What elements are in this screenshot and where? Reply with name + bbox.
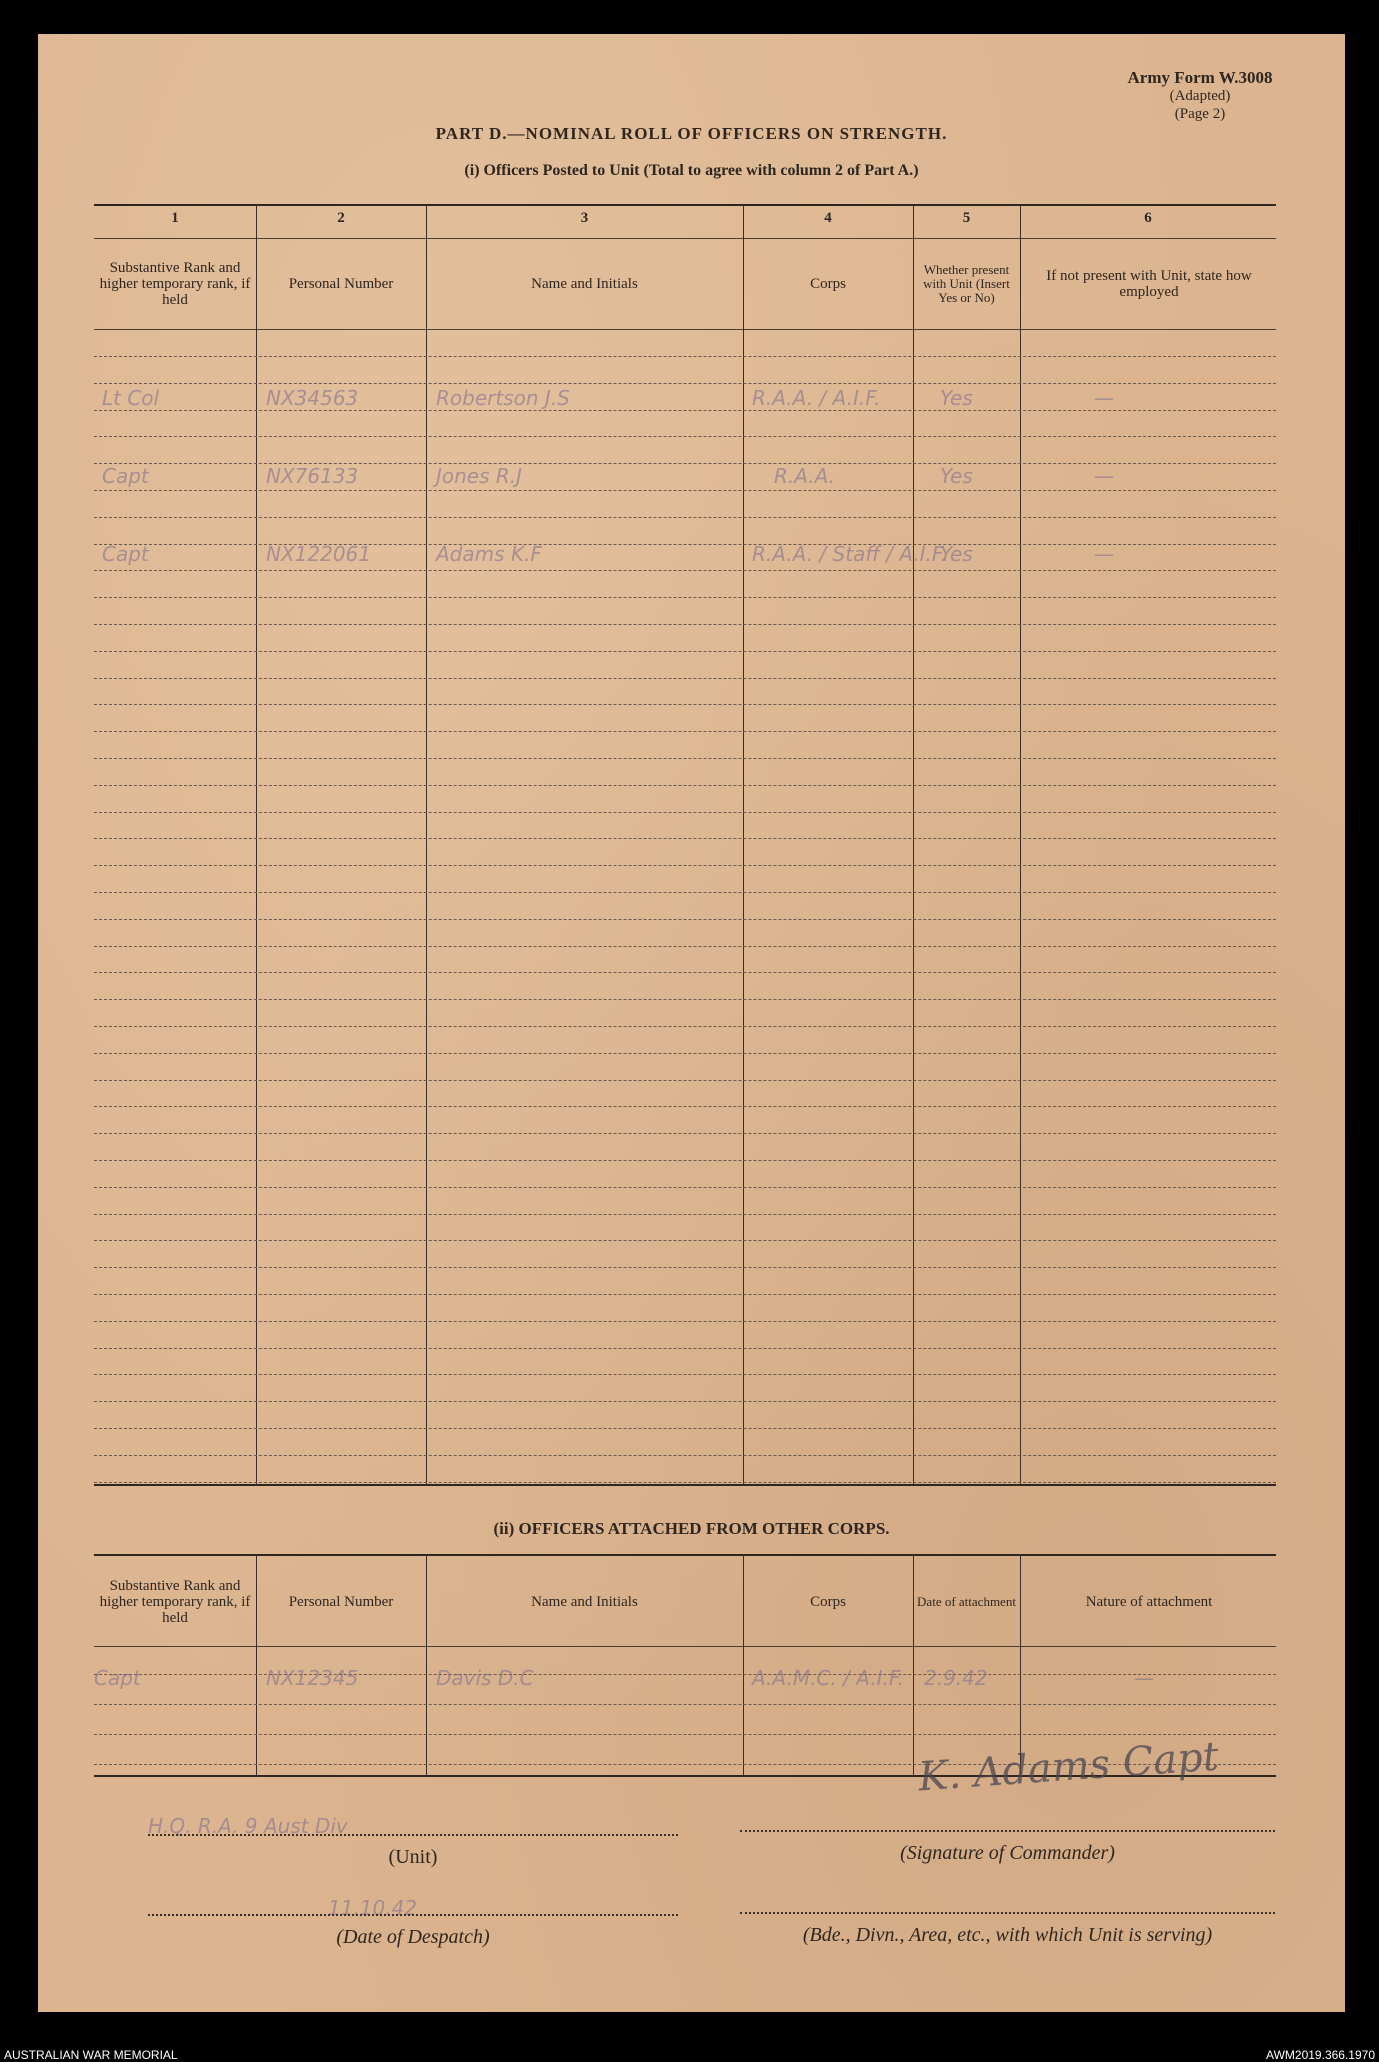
commander-signature: K. Adams Capt bbox=[916, 1733, 1221, 1801]
ruled-line bbox=[94, 383, 1276, 385]
officers-posted-table bbox=[94, 204, 1276, 1486]
ruled-line bbox=[94, 812, 1276, 814]
ruled-line bbox=[94, 758, 1276, 760]
ruled-line bbox=[94, 1734, 1276, 1736]
ruled-line bbox=[94, 490, 1276, 492]
col-number-5: 5 bbox=[962, 210, 971, 226]
ruled-line bbox=[94, 892, 1276, 894]
ruled-line bbox=[94, 1053, 1276, 1055]
col-number-6: 6 bbox=[1144, 210, 1152, 226]
ruled-line bbox=[94, 597, 1276, 599]
entry3-corps: R.A.A. / Staff / A.I.F. bbox=[752, 542, 948, 566]
army-form-id bbox=[1090, 68, 1310, 123]
entry3-note: — bbox=[1094, 542, 1114, 566]
ruled-line bbox=[94, 436, 1276, 438]
header2-name: Name and Initials bbox=[531, 1594, 638, 1610]
header2-nature-attachment: Nature of attachment bbox=[1085, 1594, 1213, 1610]
section2-title: (ii) OFFICERS ATTACHED FROM OTHER CORPS. bbox=[493, 1519, 890, 1538]
ruled-line bbox=[94, 972, 1276, 974]
footer-left: AUSTRALIAN WAR MEMORIAL bbox=[4, 2048, 178, 2062]
despatch-caption: (Date of Despatch) bbox=[336, 1926, 490, 1948]
col-number-2: 2 bbox=[337, 210, 345, 226]
entry3-rank: Capt bbox=[102, 542, 149, 566]
col-number-1: 1 bbox=[171, 210, 179, 226]
formation-line bbox=[740, 1912, 1275, 1914]
ruled-line bbox=[94, 838, 1276, 840]
ruled-line bbox=[94, 1348, 1276, 1350]
form-page bbox=[38, 34, 1345, 2012]
ruled-line bbox=[94, 1267, 1276, 1269]
attached-corps: A.A.M.C. / A.I.F. bbox=[752, 1666, 905, 1690]
ruled-line bbox=[94, 1374, 1276, 1376]
entry1-rank: Lt Col bbox=[102, 386, 160, 410]
ruled-line bbox=[94, 1106, 1276, 1108]
header-present: Whether present with Unit (Insert Yes or No) bbox=[923, 262, 1010, 305]
header2-date-attachment: Date of attachment bbox=[917, 1594, 1016, 1609]
attached-date: 2.9.42 bbox=[924, 1666, 988, 1690]
entry2-corps: R.A.A. bbox=[774, 464, 836, 488]
form-adapted: (Adapted) bbox=[1169, 88, 1231, 104]
entry3-present: Yes bbox=[940, 542, 973, 566]
col-number-4: 4 bbox=[824, 210, 832, 226]
entry2-name: Jones R.J bbox=[436, 464, 523, 488]
ruled-line bbox=[94, 678, 1276, 680]
attached-rank: Capt bbox=[94, 1666, 141, 1690]
commander-line bbox=[740, 1830, 1275, 1832]
ruled-line bbox=[94, 865, 1276, 867]
attached-nature: — bbox=[1134, 1666, 1154, 1690]
ruled-line bbox=[94, 570, 1276, 572]
header-rank: Substantive Rank and higher temporary rank, if held bbox=[99, 260, 251, 308]
ruled-line bbox=[94, 919, 1276, 921]
ruled-line bbox=[94, 1214, 1276, 1216]
ruled-line bbox=[94, 1026, 1276, 1028]
header-name: Name and Initials bbox=[531, 276, 638, 292]
despatch-line bbox=[148, 1914, 678, 1916]
ruled-line bbox=[94, 1294, 1276, 1296]
header-not-present: If not present with Unit, state how employed bbox=[1046, 268, 1252, 300]
entry2-rank: Capt bbox=[102, 464, 149, 488]
entry1-present: Yes bbox=[940, 386, 973, 410]
ruled-line bbox=[94, 1428, 1276, 1430]
entry1-corps: R.A.A. / A.I.F. bbox=[752, 386, 881, 410]
ruled-line bbox=[94, 1321, 1276, 1323]
entry2-number: NX76133 bbox=[266, 464, 359, 488]
attached-name: Davis D.C bbox=[436, 1666, 534, 1690]
entry1-name: Robertson J.S bbox=[436, 386, 570, 410]
ruled-line bbox=[94, 704, 1276, 706]
entry2-note: — bbox=[1094, 464, 1114, 488]
col-number-3: 3 bbox=[580, 210, 589, 226]
ruled-line bbox=[94, 785, 1276, 787]
attached-number: NX12345 bbox=[266, 1666, 359, 1690]
header-personal-number: Personal Number bbox=[288, 276, 394, 292]
ruled-line bbox=[94, 356, 1276, 358]
ruled-line bbox=[94, 731, 1276, 733]
entry2-present: Yes bbox=[940, 464, 973, 488]
ruled-line bbox=[94, 946, 1276, 948]
header2-rank: Substantive Rank and higher temporary rank, if held bbox=[99, 1578, 251, 1626]
ruled-line bbox=[94, 624, 1276, 626]
header2-corps: Corps bbox=[810, 1594, 846, 1610]
part-title: PART D.—NOMINAL ROLL OF OFFICERS ON STRENGTH. bbox=[435, 124, 948, 143]
date-handwritten: 11.10.42 bbox=[328, 1896, 418, 1920]
commander-caption: (Signature of Commander) bbox=[900, 1842, 1115, 1864]
entry3-number: NX122061 bbox=[266, 542, 372, 566]
form-page-number: (Page 2) bbox=[1174, 106, 1226, 122]
footer-right: AWM2019.366.1970 bbox=[1266, 2048, 1375, 2062]
header2-personal-number: Personal Number bbox=[288, 1594, 394, 1610]
header-corps: Corps bbox=[810, 276, 846, 292]
ruled-line bbox=[94, 1187, 1276, 1189]
ruled-line bbox=[94, 1160, 1276, 1162]
ruled-line bbox=[94, 1401, 1276, 1403]
form-number: Army Form W.3008 bbox=[1127, 68, 1273, 87]
unit-caption: (Unit) bbox=[388, 1846, 438, 1868]
section1-title: (i) Officers Posted to Unit (Total to agree with column 2 of Part A.) bbox=[464, 162, 919, 179]
entry3-name: Adams K.F bbox=[436, 542, 542, 566]
ruled-line bbox=[94, 1240, 1276, 1242]
ruled-line bbox=[94, 1482, 1276, 1484]
ruled-line bbox=[94, 999, 1276, 1001]
formation-caption: (Bde., Divn., Area, etc., with which Unit is serving) bbox=[802, 1924, 1213, 1946]
ruled-line bbox=[94, 517, 1276, 519]
entry1-number: NX34563 bbox=[266, 386, 359, 410]
unit-line bbox=[148, 1834, 678, 1836]
ruled-line bbox=[94, 1133, 1276, 1135]
entry1-note: — bbox=[1094, 386, 1114, 410]
ruled-line bbox=[94, 1704, 1276, 1706]
ruled-line bbox=[94, 1455, 1276, 1457]
ruled-line bbox=[94, 1080, 1276, 1082]
ruled-line bbox=[94, 651, 1276, 653]
unit-handwritten: H.Q. R.A. 9 Aust Div bbox=[148, 1814, 348, 1838]
